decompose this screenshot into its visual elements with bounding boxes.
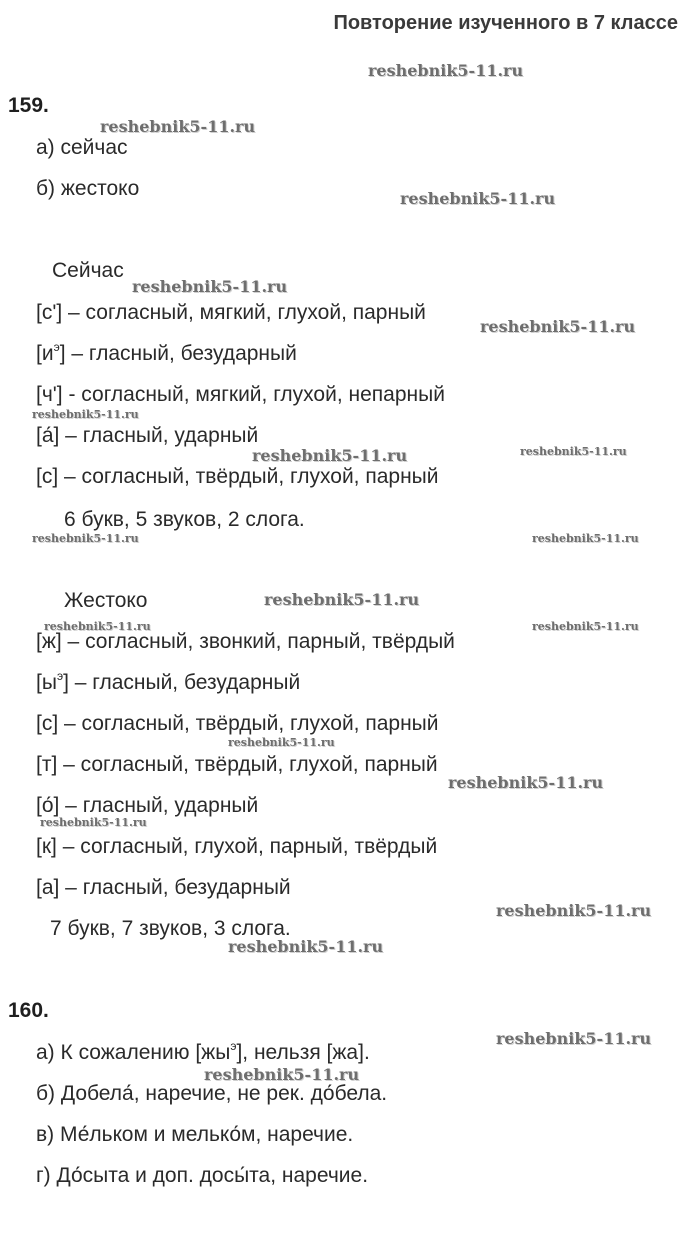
- sound-text: [т] – согласный, твёрдый, глухой, парный: [36, 753, 438, 776]
- task160-item-a: [36, 1041, 370, 1065]
- word2-title: Жестоко: [64, 589, 148, 612]
- word2-sound-4: [36, 753, 438, 777]
- word2-sound-3: [36, 712, 439, 736]
- watermark: reshebnik5-11.ru: [532, 620, 639, 633]
- sound-text-rest: ] – гласный, безударный: [59, 342, 297, 365]
- sound-text: [ж] – согласный, звонкий, парный, твёрдый: [36, 630, 455, 653]
- watermark: reshebnik5-11.ru: [204, 1065, 360, 1084]
- watermark: reshebnik5-11.ru: [132, 277, 288, 296]
- watermark: reshebnik5-11.ru: [252, 446, 408, 465]
- task159-item-a: а) сейчас: [36, 136, 128, 159]
- watermark: reshebnik5-11.ru: [368, 61, 524, 80]
- watermark: reshebnik5-11.ru: [100, 117, 256, 136]
- word2-sound-6: [36, 835, 437, 859]
- sound-text-rest: ] – гласный, безударный: [63, 671, 301, 694]
- sound-text: [а́] – гласный, ударный: [36, 424, 259, 447]
- word2-sound-2: [36, 671, 300, 695]
- sound-superscript: э: [56, 669, 64, 683]
- sound-text: [с'] – согласный, мягкий, глухой, парный: [36, 301, 426, 324]
- line-text: б) Добела́, наречие, не рек. до́бела.: [36, 1082, 388, 1105]
- word1-title: Сейчас: [52, 259, 124, 282]
- sound-superscript: э: [53, 340, 60, 354]
- watermark: reshebnik5-11.ru: [40, 816, 147, 829]
- sound-text: [и: [36, 342, 54, 365]
- watermark: reshebnik5-11.ru: [496, 901, 652, 920]
- line-text: г) До́сыта и доп. досы́та, наречие.: [36, 1164, 369, 1187]
- watermark: reshebnik5-11.ru: [480, 317, 636, 336]
- watermark: reshebnik5-11.ru: [32, 532, 139, 545]
- line-superscript: э: [230, 1039, 237, 1053]
- watermark: reshebnik5-11.ru: [228, 736, 335, 749]
- line-text-rest: ], нельзя [жа].: [236, 1041, 370, 1064]
- watermark: reshebnik5-11.ru: [532, 532, 639, 545]
- word2-sound-5: [36, 794, 258, 818]
- word1-sound-4: [36, 424, 258, 448]
- sound-text: [о́] – гласный, ударный: [36, 794, 259, 817]
- watermark: reshebnik5-11.ru: [228, 937, 384, 956]
- sound-text: [с] – согласный, твёрдый, глухой, парный: [36, 712, 439, 735]
- task160-item-d: [36, 1164, 368, 1188]
- task-number-160: 160.: [8, 999, 49, 1022]
- line-text: в) Ме́лькoм и мелько́м, наречие.: [36, 1123, 354, 1146]
- task159-item-b: б) жестоко: [36, 177, 140, 200]
- sound-text: [ч'] - согласный, мягкий, глухой, непарный: [36, 383, 445, 406]
- task160-item-b: [36, 1082, 387, 1106]
- watermark: reshebnik5-11.ru: [264, 590, 420, 609]
- task-number-159: 159.: [8, 94, 49, 117]
- sound-text: [к] – согласный, глухой, парный, твёрдый: [36, 835, 438, 858]
- watermark: reshebnik5-11.ru: [448, 773, 604, 792]
- sound-text: [ы: [36, 671, 57, 694]
- sound-text: [с] – согласный, твёрдый, глухой, парный: [36, 465, 439, 488]
- watermark: reshebnik5-11.ru: [44, 620, 151, 633]
- sound-text: [а] – гласный, безударный: [36, 876, 291, 899]
- line-text: а) К сожалению [жы: [36, 1041, 231, 1064]
- watermark: reshebnik5-11.ru: [32, 408, 139, 421]
- word1-summary: 6 букв, 5 звуков, 2 слога.: [64, 508, 305, 531]
- word2-summary: 7 букв, 7 звуков, 3 слога.: [50, 917, 291, 940]
- page-header: Повторение изученного в 7 классе: [333, 12, 678, 34]
- word1-sound-5: [36, 465, 439, 489]
- watermark: reshebnik5-11.ru: [520, 445, 627, 458]
- word1-sound-1: [36, 301, 426, 325]
- task160-item-c: [36, 1123, 353, 1147]
- word2-sound-1: [36, 630, 455, 654]
- watermark: reshebnik5-11.ru: [400, 189, 556, 208]
- word2-sound-7: [36, 876, 291, 900]
- word1-sound-2: [36, 342, 297, 366]
- word1-sound-3: [36, 383, 445, 407]
- watermark: reshebnik5-11.ru: [496, 1029, 652, 1048]
